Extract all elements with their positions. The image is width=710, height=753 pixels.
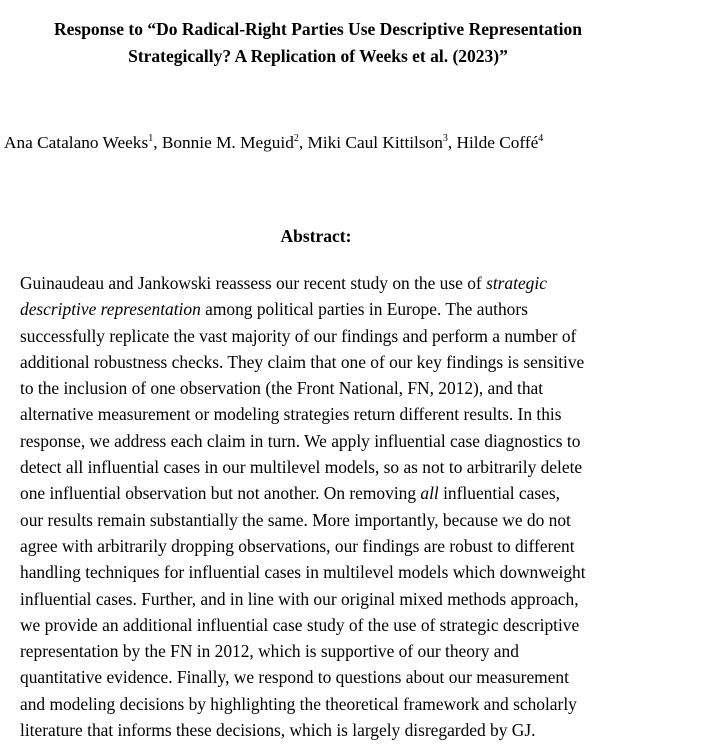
abstract-text: agree with arbitrarily dropping observations, our findings are robust to different — [20, 535, 575, 556]
author-affiliation-mark: 2 — [293, 133, 299, 145]
abstract-line — [20, 664, 700, 690]
abstract-text: we provide an additional influential case study of the use of strategic descriptive — [20, 614, 580, 635]
abstract-emphasis: all — [420, 483, 439, 504]
abstract-text: additional robustness checks. They claim that one of our key findings is sensitive — [20, 351, 585, 372]
author-separator: , — [298, 133, 308, 152]
author-affiliation-mark: 1 — [148, 133, 154, 145]
abstract-line — [20, 270, 700, 296]
author-affiliation-mark: 4 — [538, 133, 544, 145]
author-name: Miki Caul Kittilson — [307, 133, 443, 152]
abstract-text: our results remain substantially the same. More importantly, because we do not — [20, 509, 571, 530]
abstract-line — [20, 691, 700, 717]
abstract-emphasis: descriptive representation — [20, 299, 201, 320]
abstract-line — [20, 507, 700, 533]
paper-title — [0, 16, 636, 70]
abstract-line — [20, 586, 700, 612]
abstract-text: alternative measurement or modeling strategies return different results. In this — [20, 404, 562, 425]
abstract-text: successfully replicate the vast majority of our findings and perform a number of — [20, 325, 577, 346]
author-list — [4, 132, 543, 154]
abstract-line — [20, 480, 700, 506]
abstract-line — [20, 375, 700, 401]
author-name: Ana Catalano Weeks — [4, 133, 149, 152]
abstract-line — [20, 454, 700, 480]
abstract-line — [20, 559, 700, 585]
abstract-line — [20, 638, 700, 664]
abstract-line — [20, 296, 700, 322]
abstract-text: and modeling decisions by highlighting the theoretical framework and scholarly — [20, 693, 577, 714]
abstract-text: to the inclusion of one observation (the Front National, FN, 2012), and that — [20, 378, 544, 399]
abstract-line — [20, 323, 700, 349]
abstract-text: response, we address each claim in turn. We apply influential case diagnostics to — [20, 430, 581, 451]
abstract-line — [20, 612, 700, 638]
abstract-text: influential cases, — [438, 483, 560, 504]
author-affiliation-mark: 3 — [442, 133, 448, 145]
abstract-line — [20, 533, 700, 559]
abstract-body — [20, 270, 700, 743]
abstract-line — [20, 349, 700, 375]
author-separator: , — [447, 133, 457, 152]
author-separator: , — [153, 133, 162, 152]
abstract-heading: Abstract: — [280, 226, 352, 246]
abstract-line — [20, 717, 700, 743]
abstract-text: Guinaudeau and Jankowski reassess our recent study on the use of — [20, 273, 487, 293]
abstract-text: influential cases. Further, and in line with our original mixed methods approach, — [20, 588, 579, 609]
abstract-text: one influential observation but not another. On removing — [20, 483, 421, 504]
author-name: Hilde Coffé — [456, 133, 539, 152]
abstract-text: literature that informs these decisions, which is largely disregarded by GJ. — [20, 720, 536, 741]
abstract-text: among political parties in Europe. The authors — [200, 299, 528, 320]
abstract-text: handling techniques for influential cases in multilevel models which downweight — [20, 562, 586, 583]
title-line-1: Response to “Do Radical-Right Parties Use Descriptive Representation — [53, 19, 582, 39]
abstract-text: detect all influential cases in our multilevel models, so as not to arbitrarily delete — [20, 457, 583, 478]
author-name: Bonnie M. Meguid — [161, 133, 294, 152]
abstract-line — [20, 401, 700, 427]
abstract-line — [20, 428, 700, 454]
abstract-text: representation by the FN in 2012, which is supportive of our theory and — [20, 641, 519, 662]
abstract-text: quantitative evidence. Finally, we respond to questions about our measurement — [20, 667, 569, 688]
title-line-2: Strategically? A Replication of Weeks et al. (2023)” — [128, 46, 508, 66]
abstract-emphasis: strategic — [486, 273, 547, 293]
